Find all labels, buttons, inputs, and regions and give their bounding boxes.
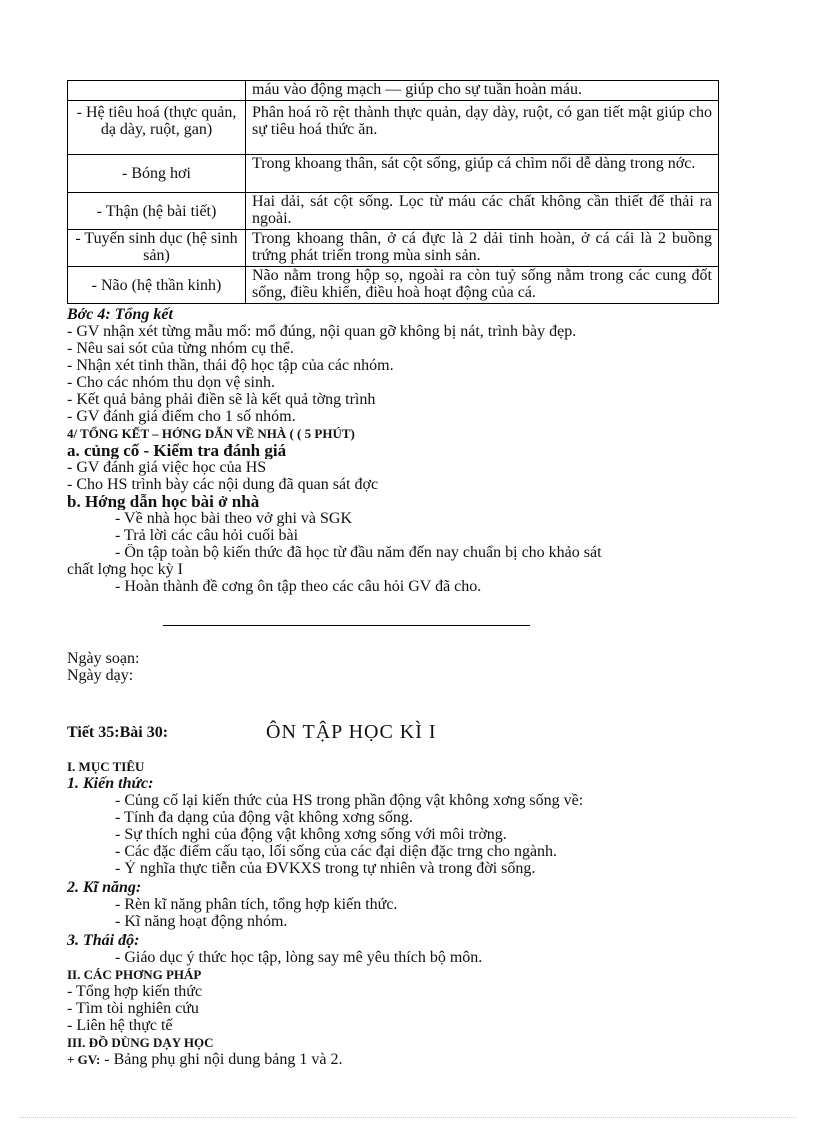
- step4-heading: Bớc 4: Tổng kết: [67, 306, 173, 323]
- list-item: - Liên hệ thực tế: [67, 1017, 173, 1034]
- step4-section: [67, 306, 727, 595]
- page-title: ÔN TẬP HỌC KÌ I: [266, 721, 437, 743]
- date-prepared: Ngày soạn:: [67, 650, 140, 667]
- list-item: - Rèn kĩ năng phân tích, tổng hợp kiến thức.: [115, 896, 398, 913]
- summary-heading: 4/ TỔNG KẾT – HỚNG DẪN VỀ NHÀ ( ( 5 PHÚT): [67, 426, 355, 441]
- materials-heading: III. ĐỒ DÙNG DẠY HỌC: [67, 1035, 214, 1050]
- list-item: - Cho HS trình bày các nội dung đã quan sát đợc: [67, 476, 379, 493]
- date-taught: Ngày dạy:: [67, 667, 134, 684]
- knowledge-heading: 1. Kiến thức:: [67, 775, 154, 792]
- list-item: - Cho các nhóm thu dọn vệ sinh.: [67, 374, 275, 391]
- materials-gv: [67, 1051, 727, 1068]
- list-item: - Về nhà học bài theo vở ghi và SGK: [115, 510, 353, 527]
- review-heading: a. củng cố - Kiểm tra đánh giá: [67, 442, 287, 459]
- list-item-continuation: chất lợng học kỳ I: [67, 561, 183, 578]
- list-item: - Ý nghĩa thực tiễn của ĐVKXS trong tự nhiên và trong đời sống.: [115, 860, 536, 877]
- lesson-header: [67, 721, 727, 745]
- list-item: - GV đánh giá điểm cho 1 số nhóm.: [67, 408, 296, 425]
- list-item: - Tổng hợp kiến thức: [67, 983, 203, 1000]
- gv-text: - Bảng phụ ghi nội dung bảng 1 và 2.: [100, 1051, 343, 1068]
- list-item: - Tìm tòi nghiên cứu: [67, 1000, 199, 1017]
- table-row: [68, 81, 719, 101]
- lesson-code: Tiết 35:Bài 30:: [67, 724, 169, 741]
- list-item: - Kết quả bảng phải điền sẽ là kết quả tờng trình: [67, 391, 376, 408]
- table-row: [68, 267, 719, 304]
- divider: [163, 625, 530, 626]
- table-row: [68, 155, 719, 193]
- list-item: - Kĩ năng hoạt động nhóm.: [115, 913, 288, 930]
- organ-cell: - Thận (hệ bài tiết): [68, 193, 246, 230]
- list-item: - Tính đa dạng của động vật không xơng sống.: [115, 809, 413, 826]
- description-cell: Hai dải, sát cột sống. Lọc từ máu các chất không cần thiết để thải ra ngoài.: [246, 193, 719, 230]
- organ-cell: - Bóng hơi: [68, 155, 246, 193]
- attitude-heading: 3. Thái độ:: [67, 932, 140, 949]
- methods-heading: II. CÁC PHƠNG PHÁP: [67, 967, 202, 982]
- organ-table: [67, 80, 719, 304]
- list-item: - Nhận xét tinh thần, thái độ học tập của các nhóm.: [67, 357, 394, 374]
- table-row: [68, 101, 719, 155]
- description-cell: Phân hoá rõ rệt thành thực quản, dạy dày, ruột, có gan tiết mật giúp cho sự tiêu hoá thức ăn.: [246, 101, 719, 155]
- objectives-heading: I. MỤC TIÊU: [67, 759, 145, 774]
- description-cell: Trong khoang thân, ở cá đực là 2 dải tinh hoàn, ở cá cái là 2 buồng trứng phát triển trong mùa sinh sản.: [246, 230, 719, 267]
- list-item: - Ôn tập toàn bộ kiến thức đã học từ đầu năm đến nay chuẩn bị cho khảo sát: [115, 544, 602, 561]
- description-cell: Não nằm trong hộp sọ, ngoài ra còn tuỷ sống nằm trong các cung đốt sống, điều khiển, điều hoà hoạt động của cá.: [246, 267, 719, 304]
- list-item: - Các đặc điểm cấu tạo, lối sống của các đại diện đặc trng cho ngành.: [115, 843, 558, 860]
- list-item: - Nêu sai sót của từng nhóm cụ thể.: [67, 340, 294, 357]
- organ-cell: - Não (hệ thần kinh): [68, 267, 246, 304]
- gv-label: + GV:: [67, 1052, 101, 1067]
- description-cell: máu vào động mạch — giúp cho sự tuần hoàn máu.: [246, 81, 719, 101]
- list-item: - Trả lời các câu hỏi cuối bài: [115, 527, 299, 544]
- description-cell: Trong khoang thân, sát cột sống, giúp cá chìm nổi dễ dàng trong nớc.: [246, 155, 719, 193]
- organ-cell: - Hệ tiêu hoá (thực quản, dạ dày, ruột, gan): [68, 101, 246, 155]
- table-row: [68, 230, 719, 267]
- table-row: [68, 193, 719, 230]
- organ-cell: [68, 81, 246, 101]
- list-item: - Sự thích nghi của động vật không xơng sống với môi trờng.: [115, 826, 507, 843]
- list-item: - GV đánh giá việc học của HS: [67, 459, 267, 476]
- list-item: - Hoàn thành đề cơng ôn tập theo các câu hỏi GV đã cho.: [115, 578, 482, 595]
- list-item: - Củng cố lại kiến thức của HS trong phần động vật không xơng sống về:: [115, 792, 584, 809]
- list-item: - Giáo dục ý thức học tập, lòng say mê yêu thích bộ môn.: [115, 949, 483, 966]
- list-item: - GV nhận xét từng mẫu mổ: mổ đúng, nội quan gỡ không bị nát, trình bày đẹp.: [67, 323, 577, 340]
- skills-heading: 2. Kĩ năng:: [67, 879, 142, 896]
- dates-section: [67, 650, 727, 684]
- homework-heading: b. Hớng dẫn học bài ở nhà: [67, 493, 260, 510]
- organ-cell: - Tuyến sinh dục (hệ sinh sản): [68, 230, 246, 267]
- page-border: [20, 1117, 796, 1118]
- objectives-section: [67, 758, 727, 1068]
